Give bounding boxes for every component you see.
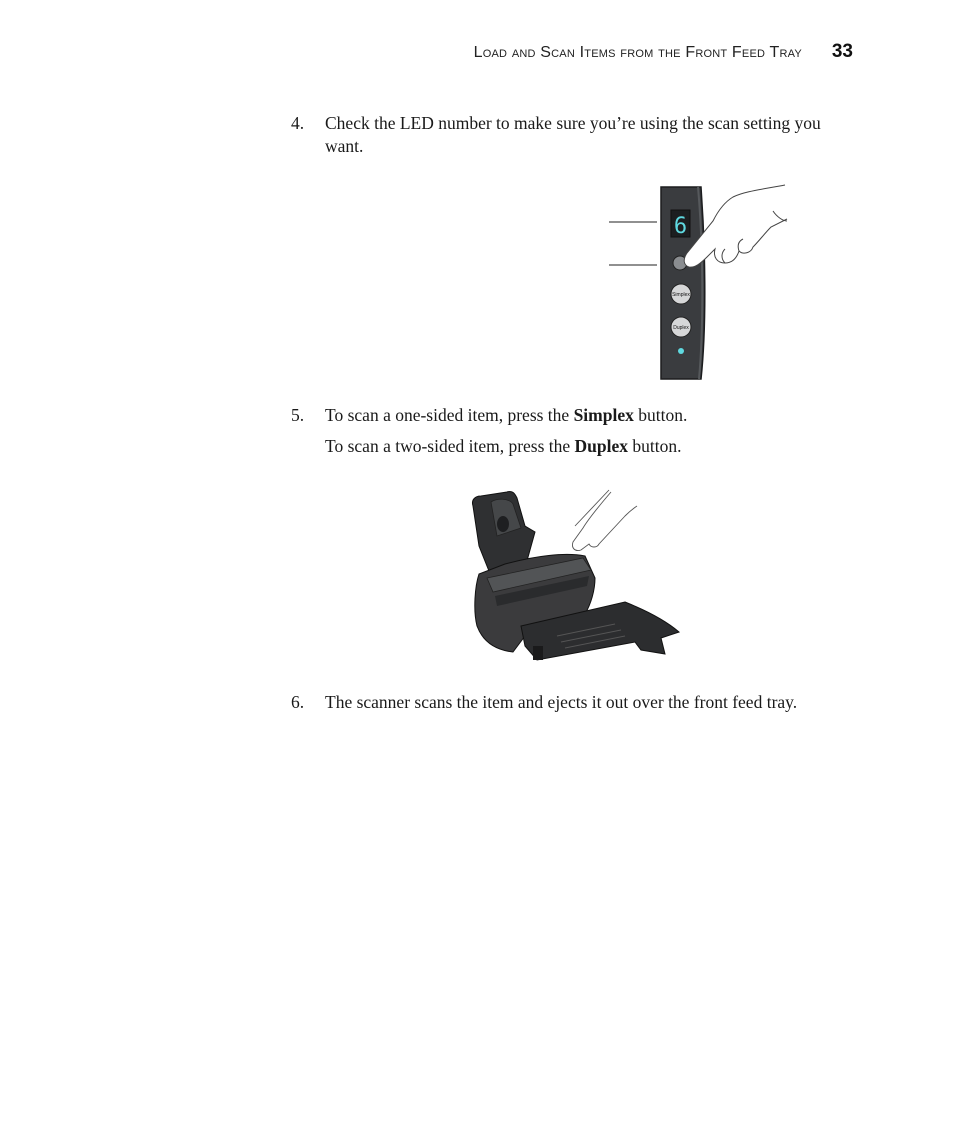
step-text-simplex: [325, 404, 861, 427]
step-text: Check the LED number to make sure you’re using the scan setting you want.: [325, 113, 821, 156]
text-run: To scan a two-sided item, press the: [325, 436, 575, 456]
simplex-term: Simplex: [573, 405, 634, 425]
text-run: button.: [628, 436, 682, 456]
step-5: [291, 404, 861, 458]
scanner-figure: [465, 486, 687, 664]
led-digit: 6: [673, 214, 688, 239]
duplex-term: Duplex: [574, 436, 629, 456]
step-6: [291, 691, 861, 714]
scanner-foot: [533, 646, 543, 660]
page-number: 33: [831, 41, 853, 62]
text-run: button.: [633, 405, 688, 425]
header-title: Load and Scan Items from the Front Feed Tray: [473, 44, 802, 61]
running-header: [474, 41, 853, 63]
step-text: The scanner scans the item and ejects it out over the front feed tray.: [325, 692, 798, 712]
step-4: [291, 112, 861, 158]
step-number: 5.: [291, 405, 305, 425]
step-number: 4.: [291, 113, 305, 133]
hand-illustration: [572, 490, 637, 551]
step-number: 6.: [291, 692, 305, 712]
simplex-button-label: Simplex: [672, 292, 690, 298]
control-panel-figure: [605, 183, 795, 383]
step-text-duplex: [325, 435, 861, 458]
duplex-button-label: Duplex: [673, 325, 689, 331]
text-run: To scan a one-sided item, press the: [325, 405, 574, 425]
status-light: [678, 348, 684, 354]
